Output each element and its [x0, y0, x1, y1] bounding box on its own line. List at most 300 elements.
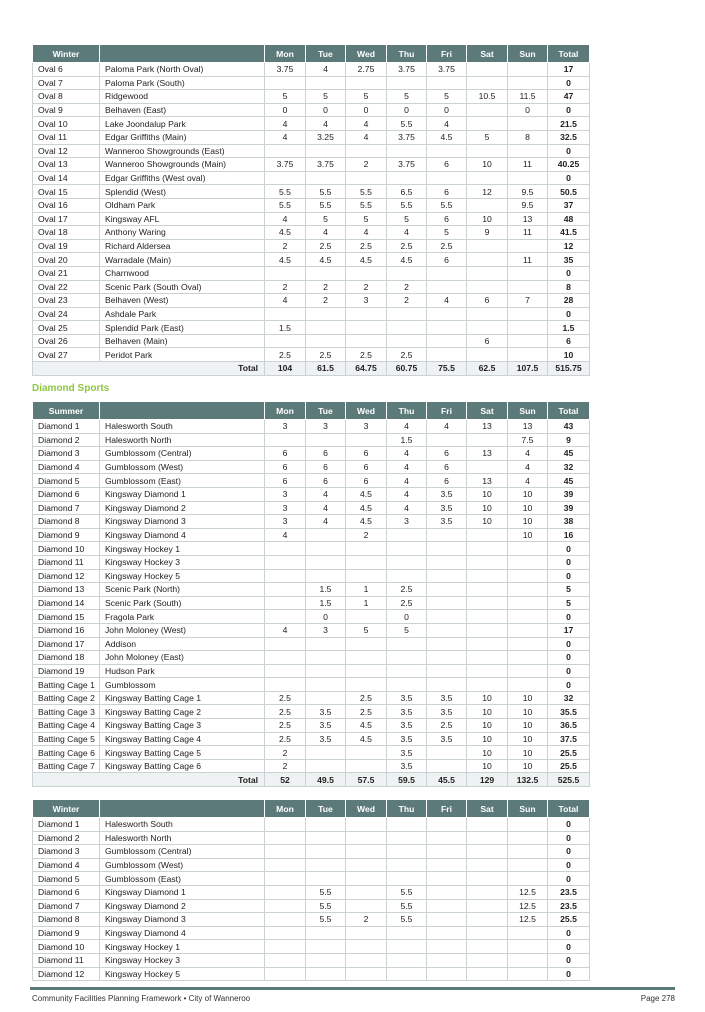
row-total-cell: 6: [548, 334, 590, 348]
hours-cell: [346, 858, 387, 872]
column-total-cell: 60.75: [387, 362, 427, 376]
hours-cell: 2: [387, 294, 427, 308]
footer-divider: [30, 987, 675, 990]
hours-cell: [467, 831, 508, 845]
facility-id-cell: Diamond 12: [33, 967, 100, 981]
table-row: [33, 610, 590, 624]
hours-cell: 3: [306, 420, 346, 434]
facility-id-cell: Diamond 6: [33, 487, 100, 501]
hours-cell: [306, 334, 346, 348]
hours-cell: [467, 253, 508, 267]
hours-cell: 4.5: [346, 515, 387, 529]
hours-cell: 5: [387, 212, 427, 226]
hours-cell: 6: [427, 212, 467, 226]
venue-name-cell: Scenic Park (North): [100, 583, 265, 597]
hours-cell: 3.5: [387, 691, 427, 705]
column-total-cell: 57.5: [346, 773, 387, 787]
hours-cell: 3: [265, 420, 306, 434]
hours-cell: [427, 144, 467, 158]
hours-cell: 0: [265, 103, 306, 117]
hours-cell: [508, 623, 548, 637]
hours-cell: [508, 583, 548, 597]
hours-cell: 5: [467, 130, 508, 144]
hours-cell: [427, 953, 467, 967]
facility-id-cell: Diamond 3: [33, 447, 100, 461]
table-row: [33, 171, 590, 185]
hours-cell: 3.5: [306, 705, 346, 719]
hours-cell: 5.5: [387, 117, 427, 131]
table-row: [33, 569, 590, 583]
hours-cell: 0: [508, 103, 548, 117]
table-row: [33, 913, 590, 927]
column-total-cell: 129: [467, 773, 508, 787]
day-header: Wed: [346, 800, 387, 818]
hours-cell: 5: [387, 623, 427, 637]
facility-id-cell: Oval 11: [33, 130, 100, 144]
hours-cell: [387, 953, 427, 967]
hours-cell: 2.5: [306, 239, 346, 253]
facility-id-cell: Oval 27: [33, 348, 100, 362]
venue-name-cell: Belhaven (West): [100, 294, 265, 308]
hours-cell: [427, 759, 467, 773]
hours-cell: [427, 746, 467, 760]
row-total-cell: 45: [548, 447, 590, 461]
table-row: [33, 334, 590, 348]
facility-id-cell: Batting Cage 1: [33, 678, 100, 692]
venue-name-cell: John Moloney (West): [100, 623, 265, 637]
hours-cell: 4.5: [265, 226, 306, 240]
hours-cell: [427, 528, 467, 542]
hours-cell: 3.5: [387, 719, 427, 733]
hours-cell: 2.5: [265, 691, 306, 705]
hours-cell: [306, 845, 346, 859]
row-total-cell: 21.5: [548, 117, 590, 131]
hours-cell: [427, 280, 467, 294]
table-row: [33, 294, 590, 308]
row-total-cell: 50.5: [548, 185, 590, 199]
hours-cell: [265, 953, 306, 967]
hours-cell: [387, 307, 427, 321]
hours-cell: [427, 334, 467, 348]
row-total-cell: 0: [548, 569, 590, 583]
hours-cell: [306, 926, 346, 940]
row-total-cell: 0: [548, 831, 590, 845]
hours-cell: 6: [427, 253, 467, 267]
hours-cell: 4.5: [346, 719, 387, 733]
hours-cell: [387, 858, 427, 872]
hours-cell: 4.5: [346, 253, 387, 267]
row-total-cell: 32: [548, 460, 590, 474]
hours-cell: [346, 266, 387, 280]
hours-cell: 6: [306, 460, 346, 474]
hours-cell: [467, 348, 508, 362]
row-total-cell: 35.5: [548, 705, 590, 719]
table-row: [33, 117, 590, 131]
day-header: Sun: [508, 800, 548, 818]
venue-name-cell: Kingsway Batting Cage 2: [100, 705, 265, 719]
facility-id-cell: Diamond 10: [33, 542, 100, 556]
hours-cell: 4.5: [427, 130, 467, 144]
hours-cell: [467, 307, 508, 321]
hours-cell: [427, 569, 467, 583]
facility-id-cell: Diamond 12: [33, 569, 100, 583]
hours-cell: [467, 926, 508, 940]
facility-id-cell: Diamond 17: [33, 637, 100, 651]
hours-cell: [467, 198, 508, 212]
hours-cell: [508, 940, 548, 954]
hours-cell: [508, 637, 548, 651]
table-row: [33, 858, 590, 872]
hours-cell: 5: [427, 90, 467, 104]
hours-cell: 4.5: [346, 487, 387, 501]
venue-name-cell: Edgar Griffiths (West oval): [100, 171, 265, 185]
hours-cell: [387, 171, 427, 185]
column-total-cell: 515.75: [548, 362, 590, 376]
hours-cell: [467, 940, 508, 954]
hours-cell: 13: [467, 474, 508, 488]
facility-id-cell: Batting Cage 5: [33, 732, 100, 746]
venue-name-cell: Kingsway Diamond 4: [100, 528, 265, 542]
column-total-cell: 64.75: [346, 362, 387, 376]
hours-cell: 3.75: [427, 63, 467, 77]
hours-cell: [427, 940, 467, 954]
hours-cell: [306, 759, 346, 773]
hours-cell: 6: [346, 447, 387, 461]
hours-cell: 3.5: [387, 732, 427, 746]
hours-cell: [265, 940, 306, 954]
footer-document-title: Community Facilities Planning Framework • City of Wanneroo: [32, 994, 251, 1003]
facility-id-cell: Batting Cage 2: [33, 691, 100, 705]
venue-name-cell: Kingsway Diamond 4: [100, 926, 265, 940]
hours-cell: [387, 542, 427, 556]
venue-header: [100, 45, 265, 63]
table-row: [33, 185, 590, 199]
hours-cell: 6: [427, 460, 467, 474]
header-row: [33, 800, 590, 818]
table-row: [33, 474, 590, 488]
hours-cell: [306, 858, 346, 872]
facility-id-cell: Diamond 19: [33, 664, 100, 678]
table-row: [33, 885, 590, 899]
hours-cell: 6: [346, 460, 387, 474]
venue-name-cell: Peridot Park: [100, 348, 265, 362]
facility-id-cell: Diamond 4: [33, 858, 100, 872]
hours-cell: 9.5: [508, 198, 548, 212]
facility-id-cell: Diamond 16: [33, 623, 100, 637]
hours-cell: [387, 967, 427, 981]
hours-cell: 5: [387, 90, 427, 104]
row-total-cell: 43: [548, 420, 590, 434]
hours-cell: 13: [467, 420, 508, 434]
hours-cell: [387, 569, 427, 583]
hours-cell: [306, 144, 346, 158]
hours-cell: 11: [508, 226, 548, 240]
row-total-cell: 0: [548, 818, 590, 832]
hours-cell: [265, 885, 306, 899]
hours-cell: 10: [508, 705, 548, 719]
hours-cell: 10: [467, 732, 508, 746]
hours-cell: [346, 940, 387, 954]
hours-cell: 4: [346, 130, 387, 144]
hours-cell: [265, 433, 306, 447]
hours-cell: 4: [427, 117, 467, 131]
hours-cell: [508, 610, 548, 624]
hours-cell: 4: [306, 515, 346, 529]
venue-name-cell: Wanneroo Showgrounds (East): [100, 144, 265, 158]
hours-cell: 1: [346, 583, 387, 597]
hours-cell: 3.5: [427, 501, 467, 515]
hours-cell: [387, 818, 427, 832]
hours-cell: [467, 678, 508, 692]
hours-cell: 3.75: [387, 63, 427, 77]
table-row: [33, 678, 590, 692]
footer-page-number: Page 278: [640, 994, 675, 1003]
hours-cell: [467, 63, 508, 77]
venue-name-cell: Kingsway Diamond 3: [100, 913, 265, 927]
hours-cell: 1.5: [306, 583, 346, 597]
venue-name-cell: Richard Aldersea: [100, 239, 265, 253]
hours-cell: [508, 872, 548, 886]
hours-cell: 2.5: [346, 705, 387, 719]
row-total-cell: 0: [548, 637, 590, 651]
row-total-cell: 16: [548, 528, 590, 542]
venue-name-cell: Kingsway Diamond 1: [100, 885, 265, 899]
hours-cell: 6: [427, 185, 467, 199]
hours-cell: [306, 664, 346, 678]
hours-cell: [467, 818, 508, 832]
table-row: [33, 651, 590, 665]
table-row: [33, 239, 590, 253]
hours-cell: [265, 845, 306, 859]
hours-cell: 3: [306, 623, 346, 637]
hours-cell: [467, 872, 508, 886]
hours-cell: [427, 899, 467, 913]
row-total-cell: 0: [548, 926, 590, 940]
hours-cell: 2: [387, 280, 427, 294]
facility-id-cell: Oval 22: [33, 280, 100, 294]
hours-cell: 2.5: [427, 719, 467, 733]
hours-cell: 4: [306, 501, 346, 515]
hours-cell: [346, 555, 387, 569]
venue-name-cell: Kingsway Batting Cage 1: [100, 691, 265, 705]
total-label: Total: [33, 773, 265, 787]
table-row: [33, 542, 590, 556]
hours-cell: [508, 171, 548, 185]
hours-cell: [387, 664, 427, 678]
hours-cell: 4: [508, 474, 548, 488]
hours-cell: [306, 967, 346, 981]
hours-cell: [346, 321, 387, 335]
venue-name-cell: Ridgewood: [100, 90, 265, 104]
table-row: [33, 447, 590, 461]
day-header: Sat: [467, 800, 508, 818]
hours-cell: [467, 555, 508, 569]
day-header: Fri: [427, 402, 467, 420]
hours-cell: [467, 651, 508, 665]
table-row: [33, 90, 590, 104]
hours-cell: [508, 555, 548, 569]
table-row: [33, 845, 590, 859]
table-row: [33, 212, 590, 226]
column-total-cell: 49.5: [306, 773, 346, 787]
hours-cell: 12.5: [508, 885, 548, 899]
hours-cell: 4: [387, 420, 427, 434]
row-total-cell: 9: [548, 433, 590, 447]
hours-cell: 6: [265, 447, 306, 461]
day-header: Tue: [306, 45, 346, 63]
column-total-cell: 104: [265, 362, 306, 376]
table-row: [33, 732, 590, 746]
hours-cell: [508, 926, 548, 940]
venue-name-cell: Gumblossom (West): [100, 858, 265, 872]
table-row: [33, 664, 590, 678]
facility-id-cell: Diamond 9: [33, 926, 100, 940]
table-row: [33, 705, 590, 719]
table-row: [33, 872, 590, 886]
hours-cell: 10.5: [467, 90, 508, 104]
hours-cell: [387, 926, 427, 940]
winter-ovals-table: [32, 44, 590, 376]
day-header: Sat: [467, 402, 508, 420]
row-total-cell: 0: [548, 171, 590, 185]
hours-cell: 6: [265, 474, 306, 488]
hours-cell: [306, 651, 346, 665]
hours-cell: 5: [346, 212, 387, 226]
row-total-cell: 28: [548, 294, 590, 308]
hours-cell: [387, 637, 427, 651]
hours-cell: [508, 63, 548, 77]
hours-cell: [265, 596, 306, 610]
hours-cell: 0: [387, 103, 427, 117]
venue-name-cell: Belhaven (East): [100, 103, 265, 117]
hours-cell: 3.75: [387, 158, 427, 172]
hours-cell: [265, 171, 306, 185]
hours-cell: 3.25: [306, 130, 346, 144]
totals-row: [33, 362, 590, 376]
column-total-cell: 62.5: [467, 362, 508, 376]
hours-cell: 6: [467, 334, 508, 348]
hours-cell: [508, 831, 548, 845]
season-header: Winter: [33, 800, 100, 818]
hours-cell: [427, 831, 467, 845]
hours-cell: 6: [427, 158, 467, 172]
facility-id-cell: Oval 15: [33, 185, 100, 199]
table-row: [33, 307, 590, 321]
table-row: [33, 691, 590, 705]
facility-id-cell: Oval 24: [33, 307, 100, 321]
hours-cell: [427, 845, 467, 859]
hours-cell: [346, 651, 387, 665]
hours-cell: 1.5: [387, 433, 427, 447]
facility-id-cell: Oval 19: [33, 239, 100, 253]
facility-id-cell: Diamond 13: [33, 583, 100, 597]
facility-id-cell: Diamond 3: [33, 845, 100, 859]
day-header: Mon: [265, 45, 306, 63]
hours-cell: [306, 637, 346, 651]
venue-name-cell: Kingsway Diamond 2: [100, 899, 265, 913]
day-header: Mon: [265, 800, 306, 818]
table-row: [33, 198, 590, 212]
hours-cell: [387, 872, 427, 886]
day-header: Total: [548, 402, 590, 420]
hours-cell: 5.5: [265, 185, 306, 199]
hours-cell: [265, 610, 306, 624]
hours-cell: [265, 637, 306, 651]
hours-cell: [427, 623, 467, 637]
hours-cell: [387, 940, 427, 954]
facility-id-cell: Diamond 10: [33, 940, 100, 954]
hours-cell: 5.5: [387, 899, 427, 913]
row-total-cell: 38: [548, 515, 590, 529]
hours-cell: [387, 528, 427, 542]
hours-cell: [427, 266, 467, 280]
venue-name-cell: Oldham Park: [100, 198, 265, 212]
hours-cell: [265, 831, 306, 845]
venue-name-cell: Kingsway Batting Cage 4: [100, 732, 265, 746]
hours-cell: 6: [467, 294, 508, 308]
venue-name-cell: Hudson Park: [100, 664, 265, 678]
hours-cell: 2: [306, 280, 346, 294]
day-header: Tue: [306, 402, 346, 420]
table-row: [33, 515, 590, 529]
hours-cell: [467, 433, 508, 447]
venue-name-cell: Ashdale Park: [100, 307, 265, 321]
venue-name-cell: Kingsway Hockey 1: [100, 542, 265, 556]
row-total-cell: 17: [548, 623, 590, 637]
table-row: [33, 420, 590, 434]
hours-cell: 3: [346, 420, 387, 434]
hours-cell: 5.5: [306, 185, 346, 199]
totals-row: [33, 773, 590, 787]
hours-cell: 4: [387, 487, 427, 501]
hours-cell: [265, 858, 306, 872]
hours-cell: [508, 596, 548, 610]
hours-cell: [306, 831, 346, 845]
hours-cell: [306, 953, 346, 967]
row-total-cell: 48: [548, 212, 590, 226]
hours-cell: [467, 528, 508, 542]
hours-cell: 0: [387, 610, 427, 624]
hours-cell: 2: [346, 528, 387, 542]
hours-cell: [265, 334, 306, 348]
hours-cell: [427, 926, 467, 940]
hours-cell: [306, 542, 346, 556]
hours-cell: 10: [467, 719, 508, 733]
hours-cell: 13: [508, 212, 548, 226]
hours-cell: 10: [467, 759, 508, 773]
hours-cell: [508, 280, 548, 294]
hours-cell: 10: [467, 705, 508, 719]
hours-cell: 7.5: [508, 433, 548, 447]
hours-cell: [467, 239, 508, 253]
hours-cell: 4.5: [387, 253, 427, 267]
hours-cell: [427, 651, 467, 665]
hours-cell: 10: [467, 691, 508, 705]
hours-cell: [427, 637, 467, 651]
facility-id-cell: Diamond 14: [33, 596, 100, 610]
venue-name-cell: Gumblossom (West): [100, 460, 265, 474]
table-row: [33, 953, 590, 967]
table-row: [33, 623, 590, 637]
table-row: [33, 637, 590, 651]
hours-cell: [467, 913, 508, 927]
hours-cell: 3: [265, 487, 306, 501]
row-total-cell: 5: [548, 583, 590, 597]
hours-cell: 2.5: [346, 348, 387, 362]
hours-cell: 10: [467, 487, 508, 501]
hours-cell: [265, 926, 306, 940]
hours-cell: [508, 818, 548, 832]
